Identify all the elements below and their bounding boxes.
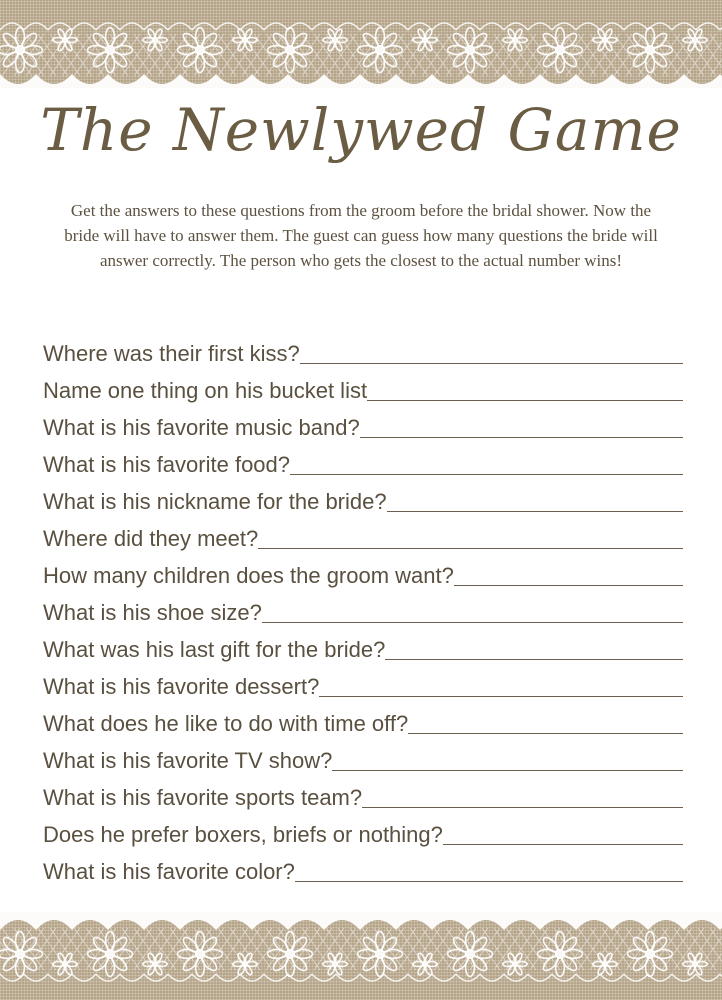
question-row — [43, 554, 683, 591]
lace-border-top-graphic — [0, 0, 722, 92]
answer-line[interactable] — [319, 696, 683, 697]
answer-line[interactable] — [258, 548, 683, 549]
question-row — [43, 702, 683, 739]
burlap-lace-border-bottom — [0, 912, 722, 1000]
question-row — [43, 406, 683, 443]
question-row — [43, 813, 683, 850]
question-row — [43, 591, 683, 628]
question-text: What is his favorite TV show? — [43, 748, 333, 773]
question-row — [43, 665, 683, 702]
question-text: What is his favorite music band? — [43, 415, 360, 440]
answer-line[interactable] — [262, 622, 683, 623]
answer-line[interactable] — [443, 844, 683, 845]
question-text: Where did they meet? — [43, 526, 259, 551]
answer-line[interactable] — [300, 363, 683, 364]
question-text: What is his favorite dessert? — [43, 674, 320, 699]
burlap-lace-border-top — [0, 0, 722, 92]
instructions-text: Get the answers to these questions from the groom before the bridal shower. Now the bride will have to answer them. The guest can guess how many questions the bride will answer correctly. The person who gets the closest to the actual number wins! — [64, 201, 658, 270]
question-row — [43, 739, 683, 776]
lace-border-bottom-graphic — [0, 912, 722, 1000]
question-text: Name one thing on his bucket list — [43, 378, 368, 403]
game-card — [0, 88, 722, 916]
question-row — [43, 369, 683, 406]
answer-line[interactable] — [295, 881, 683, 882]
question-row — [43, 517, 683, 554]
question-text: How many children does the groom want? — [43, 563, 454, 588]
question-text: Where was their first kiss? — [43, 341, 300, 366]
answer-line[interactable] — [290, 474, 683, 475]
question-row — [43, 480, 683, 517]
answer-line[interactable] — [332, 770, 683, 771]
answer-line[interactable] — [360, 437, 683, 438]
answer-line[interactable] — [387, 511, 683, 512]
question-text: What is his favorite color? — [43, 859, 295, 884]
question-text: Does he prefer boxers, briefs or nothing? — [43, 822, 443, 847]
question-text: What is his shoe size? — [43, 600, 262, 625]
question-text: What is his nickname for the bride? — [43, 489, 387, 514]
answer-line[interactable] — [385, 659, 683, 660]
question-text: What was his last gift for the bride? — [43, 637, 386, 662]
question-row — [43, 443, 683, 480]
answer-line[interactable] — [367, 400, 683, 401]
question-text: What is his favorite food? — [43, 452, 291, 477]
question-row — [43, 332, 683, 369]
question-row — [43, 776, 683, 813]
answer-line[interactable] — [362, 807, 683, 808]
answer-line[interactable] — [454, 585, 683, 586]
question-text: What does he like to do with time off? — [43, 711, 409, 736]
question-row — [43, 628, 683, 665]
question-list — [43, 332, 683, 887]
question-text: What is his favorite sports team? — [43, 785, 363, 810]
page-title: The Newlywed Game — [40, 96, 682, 164]
question-row — [43, 850, 683, 887]
answer-line[interactable] — [408, 733, 683, 734]
